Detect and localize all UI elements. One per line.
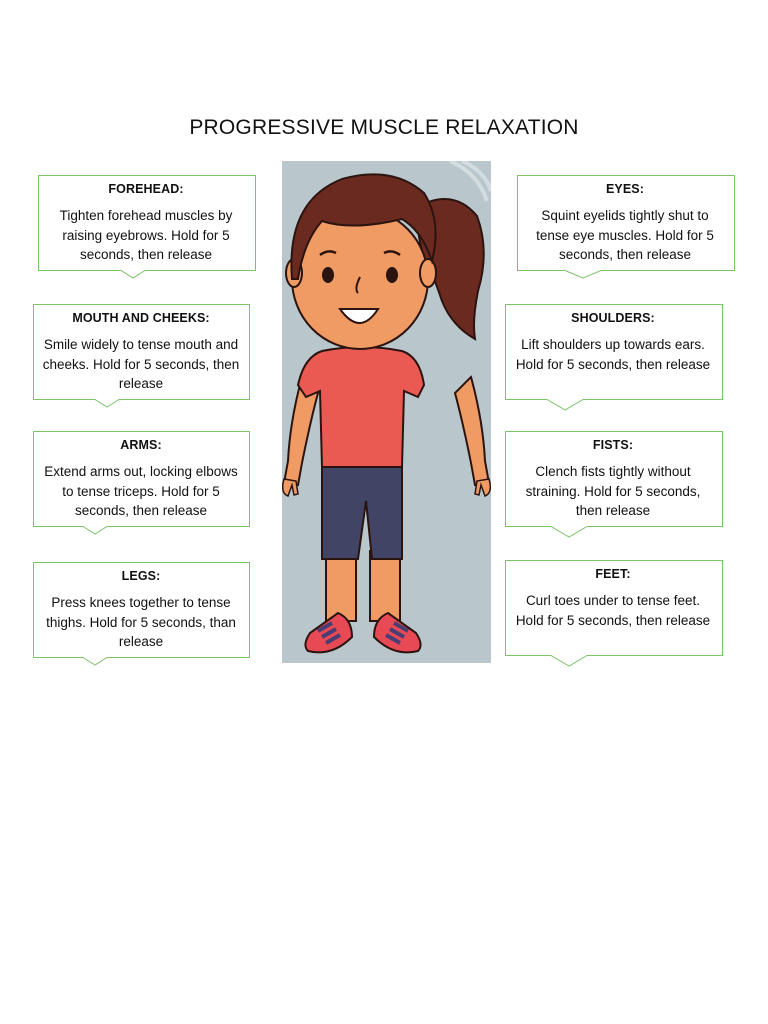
callout-text: Press knees together to tense thighs. Hold for 5 seconds, than release [46,595,236,649]
callout-feet [505,560,721,630]
callout-mouth-cheeks [33,304,249,394]
callout-text: Smile widely to tense mouth and cheeks. Hold for 5 seconds, then release [42,337,240,391]
callout-heading: FOREHEAD: [108,182,184,196]
right-ear [420,259,436,287]
right-eye [386,267,398,283]
girl-illustration [282,161,491,663]
callout-text: Squint eyelids tightly shut to tense eye muscles. Hold for 5 seconds, then release [536,208,714,262]
callout-eyes [517,175,733,265]
callout-heading: LEGS: [121,569,161,583]
page-title: PROGRESSIVE MUSCLE RELAXATION [189,116,579,139]
right-leg [370,551,400,621]
callout-heading: FISTS: [592,438,634,452]
callout-text: Extend arms out, locking elbows to tense triceps. Hold for 5 seconds, then release [44,464,238,518]
callout-text: Curl toes under to tense feet. Hold for 5 seconds, then release [515,593,711,628]
callout-shoulders [505,304,721,374]
callout-heading: ARMS: [120,438,162,452]
callout-heading: SHOULDERS: [571,311,655,325]
callout-arms [33,431,249,521]
callout-text: Tighten forehead muscles by raising eyebrows. Hold for 5 seconds, then release [59,208,233,262]
left-leg [326,551,356,621]
left-eye [322,267,334,283]
callout-heading: MOUTH AND CHEEKS: [72,311,210,325]
callout-forehead [38,175,254,265]
callout-heading: EYES: [605,182,644,196]
callout-text: Lift shoulders up towards ears. Hold for 5 seconds, then release [515,337,711,372]
callout-legs [33,562,249,652]
callout-fists [505,431,721,521]
callout-text: Clench fists tightly without straining. Hold for 5 seconds, then release [525,464,701,518]
callout-heading: FEET: [595,567,631,581]
